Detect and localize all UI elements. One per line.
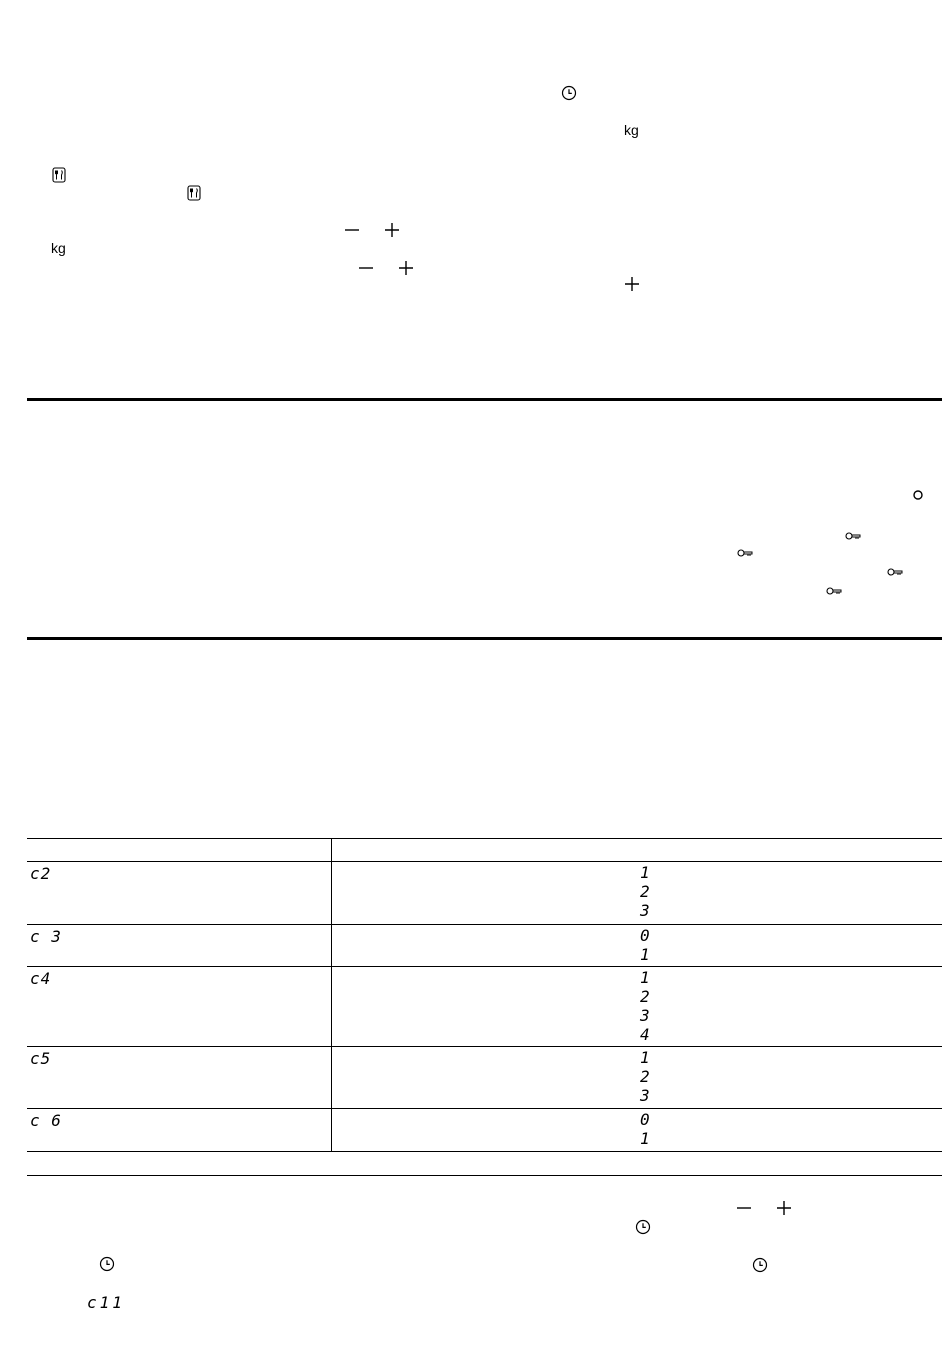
setting-value: 2 — [640, 1067, 651, 1086]
setting-value: 3 — [640, 1006, 651, 1025]
section-divider — [27, 398, 942, 401]
clock-icon — [752, 1257, 768, 1273]
minus-icon — [736, 1200, 752, 1216]
key-icon — [887, 567, 903, 577]
circle-icon — [912, 489, 924, 501]
setting-value: 1 — [640, 968, 651, 987]
setting-value: 1 — [640, 1048, 651, 1067]
setting-value: 2 — [640, 882, 651, 901]
clock-icon — [99, 1256, 115, 1272]
setting-code: c2 — [30, 864, 52, 883]
key-icon — [826, 586, 842, 596]
table-rule — [27, 966, 942, 967]
column-divider — [331, 838, 332, 1151]
setting-value: 0 — [640, 1110, 651, 1129]
plus-icon — [776, 1200, 792, 1216]
setting-code: c 3 — [30, 927, 62, 946]
minus-icon — [358, 260, 374, 276]
clock-icon — [561, 85, 577, 101]
plus-icon — [398, 260, 414, 276]
table-rule — [27, 924, 942, 925]
plus-icon — [384, 222, 400, 238]
setting-value: 1 — [640, 863, 651, 882]
setting-code: c4 — [30, 969, 52, 988]
clock-icon — [635, 1219, 651, 1235]
table-rule — [27, 1151, 942, 1152]
setting-value: 3 — [640, 901, 651, 920]
setting-value: 4 — [640, 1025, 651, 1044]
section-divider — [27, 637, 942, 640]
setting-value: 1 — [640, 945, 651, 964]
table-rule — [27, 1175, 942, 1176]
cutlery-icon — [187, 185, 201, 201]
table-rule — [27, 838, 942, 839]
minus-icon — [344, 222, 360, 238]
setting-value: 1 — [640, 1129, 651, 1148]
key-icon — [737, 548, 753, 558]
table-rule — [27, 861, 942, 862]
setting-value: 3 — [640, 1086, 651, 1105]
kg-label: kg — [51, 240, 66, 256]
table-rule — [27, 1108, 942, 1109]
setting-value: 0 — [640, 926, 651, 945]
setting-code: c 6 — [30, 1111, 62, 1130]
display-code: c11 — [87, 1293, 125, 1312]
table-rule — [27, 1046, 942, 1047]
setting-code: c5 — [30, 1049, 52, 1068]
key-icon — [845, 531, 861, 541]
cutlery-icon — [52, 167, 66, 183]
setting-value: 2 — [640, 987, 651, 1006]
plus-icon — [624, 276, 640, 292]
kg-label: kg — [624, 122, 639, 138]
